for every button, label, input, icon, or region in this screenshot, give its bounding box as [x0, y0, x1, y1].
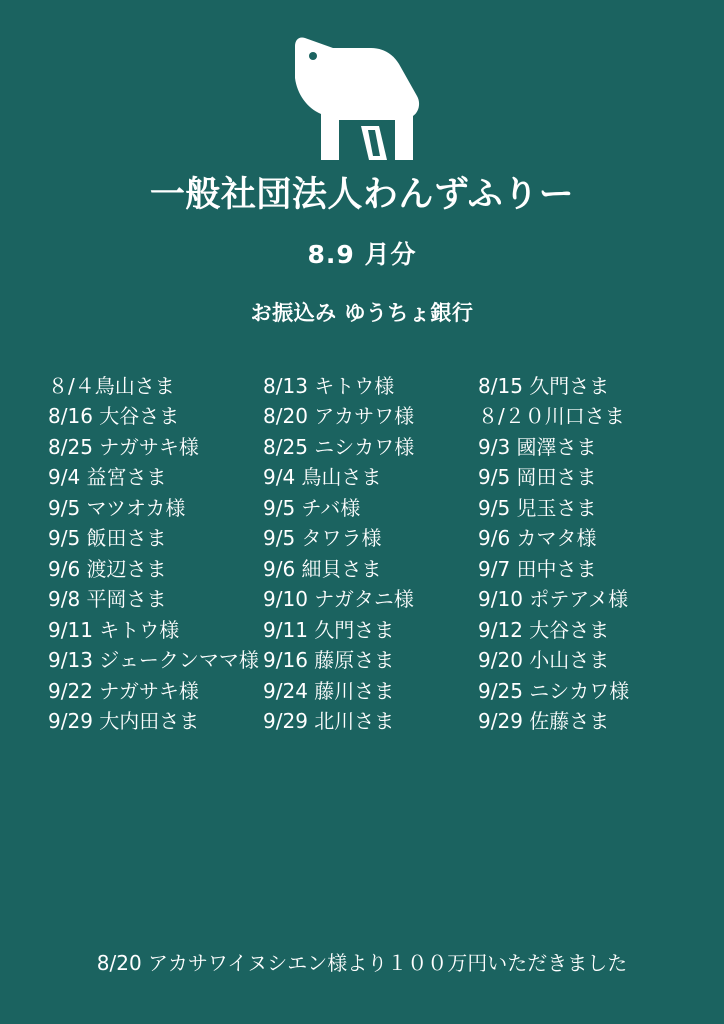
list-item: 9/11 キトウ様	[48, 617, 180, 642]
list-item: 9/20 小山さま	[478, 648, 610, 672]
list-item: 9/10 ナガタニ様	[263, 587, 414, 611]
list-item: 9/5 飯田さま	[48, 526, 167, 550]
list-item: 8/25 ナガサキ様	[48, 434, 199, 459]
list-item: 9/6 細貝さま	[263, 556, 382, 581]
list-item: ８/２０川口さま	[478, 404, 625, 428]
list-item: 9/22 ナガサキ様	[48, 678, 199, 703]
list-item: 9/4 鳥山さま	[263, 465, 382, 489]
list-item: 8/16 大谷さま	[48, 404, 180, 428]
donor-column-3	[478, 371, 684, 737]
list-item: 9/29 大内田さま	[48, 709, 200, 733]
list-item: 9/8 平岡さま	[48, 587, 167, 611]
footer-note: 8/20 アカサワイヌシエン様より１００万円いただきました	[96, 951, 628, 975]
list-item: 9/6 渡辺さま	[48, 556, 167, 581]
donor-column-1	[48, 371, 263, 737]
list-item: 9/7 田中さま	[478, 556, 597, 581]
list-item: 9/29 佐藤さま	[478, 709, 610, 733]
donor-column-2	[263, 371, 478, 737]
list-item: 9/5 タワラ様	[263, 526, 382, 550]
list-item: 9/5 児玉さま	[478, 495, 597, 520]
list-item: 9/16 藤原さま	[263, 648, 395, 672]
org-title: 一般社団法人わんずふりー	[149, 175, 575, 215]
bank-line: お振込み ゆうちょ銀行	[250, 300, 474, 325]
list-item: 9/13 ジェークンママ様	[48, 648, 259, 672]
dog-icon	[287, 34, 437, 164]
list-item: 9/5 マツオカ様	[48, 495, 186, 520]
list-item: 9/5 チバ様	[263, 495, 361, 520]
list-item: 8/13 キトウ様	[263, 373, 395, 398]
list-item: 9/10 ポテアメ様	[478, 587, 629, 611]
list-item: 9/29 北川さま	[263, 709, 395, 733]
list-item: 9/3 國澤さま	[478, 434, 597, 459]
list-item: 8/20 アカサワ様	[263, 404, 415, 428]
list-item: 9/6 カマタ様	[478, 526, 597, 550]
list-item: 9/25 ニシカワ様	[478, 678, 630, 703]
donor-list	[0, 371, 724, 737]
list-item: 8/25 ニシカワ様	[263, 434, 415, 459]
list-item: ８/４鳥山さま	[48, 373, 175, 398]
month-title: 8.9 月分	[307, 239, 417, 269]
list-item: 9/12 大谷さま	[478, 617, 610, 642]
list-item: 8/15 久門さま	[478, 373, 610, 398]
logo-container	[0, 0, 724, 164]
list-item: 9/4 益宮さま	[48, 465, 167, 489]
list-item: 9/11 久門さま	[263, 617, 395, 642]
list-item: 9/5 岡田さま	[478, 465, 597, 489]
list-item: 9/24 藤川さま	[263, 678, 395, 703]
